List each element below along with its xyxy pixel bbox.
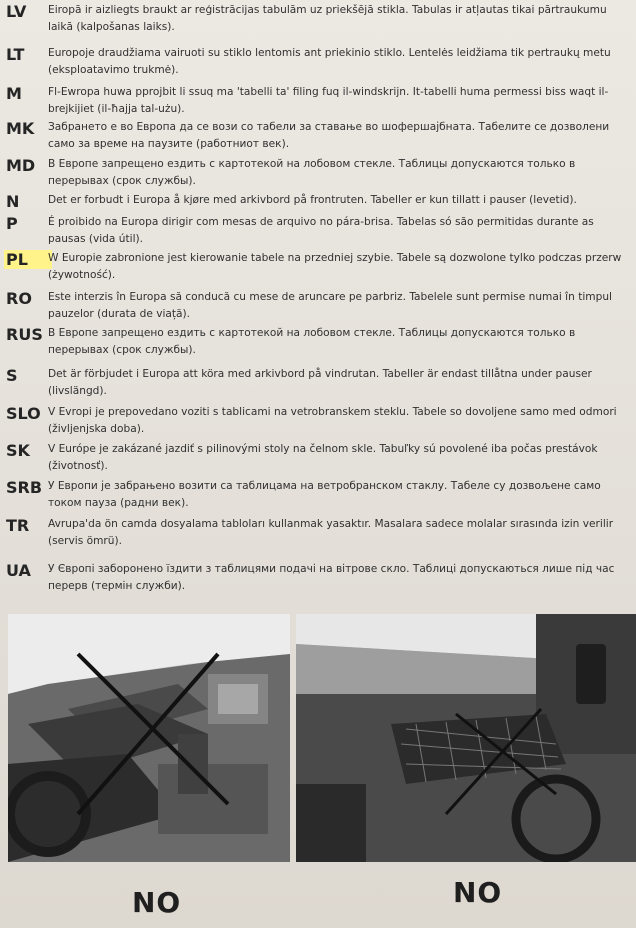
language-text: Europoje draudžiama vairuoti su stiklo lentomis ant priekinio stiklo. Lentelės leidžiama tik pertraukų metu (eksploatavimo trukmė).: [48, 47, 611, 76]
quilted-table-illustration: [296, 614, 636, 862]
language-text: É proibido na Europa dirigir com mesas de arquivo no pára-brisa. Tabelas só são permitidas durante as pausas (vida útil).: [48, 216, 594, 245]
language-code: P: [6, 214, 18, 233]
language-code: SK: [6, 441, 30, 460]
language-code: S: [6, 366, 18, 385]
language-code: LT: [6, 45, 25, 64]
language-text: Eiropā ir aizliegts braukt ar reģistrācijas tabulām uz priekšējā stikla. Tabulas ir atļautas tikai pārtraukumu laikā (kalpošanas laiks).: [48, 4, 607, 33]
language-text: Det är förbjudet i Europa att köra med arkivbord på vindrutan. Tabeller är endast tillåtna under pauser (livslängd).: [48, 368, 592, 397]
language-text: V Evropi je prepovedano voziti s tablicami na vetrobranskem steklu. Tabele so dovoljene samo med odmori (življenjska doba).: [48, 406, 617, 435]
language-text: Avrupa'da ön camda dosyalama tabloları kullanmak yasaktır. Masalara sadece molalar sırasında izin verilir (servis ömrü).: [48, 518, 614, 547]
language-code: MK: [6, 119, 35, 138]
cab-photo-right: [296, 614, 636, 862]
no-label-right: NO: [453, 876, 503, 909]
language-code: N: [6, 192, 20, 211]
language-code: SLO: [6, 404, 41, 423]
language-code: TR: [6, 516, 30, 535]
language-code: MD: [6, 156, 36, 175]
language-code-highlighted: PL: [4, 250, 52, 269]
language-text: Забрането е во Европа да се вози со табели за ставање во шофершајбната. Табелите се дозволени само за време на паузите (работниот век).: [48, 121, 610, 150]
language-text: Fl-Ewropa huwa pprojbit li ssuq ma 'tabelli ta' filing fuq il-windskrijn. It-tabelli huma permessi biss waqt il-brejkijiet (il-ħajja tal-użu).: [48, 86, 609, 115]
language-code: M: [6, 84, 22, 103]
language-code: RO: [6, 289, 32, 308]
cab-interior-illustration: [8, 614, 290, 862]
language-text: В Европе запрещено ездить с картотекой на лобовом стекле. Таблицы допускаются только в перерывах (срок службы).: [48, 327, 576, 356]
language-code: SRB: [6, 478, 43, 497]
language-text: V Európe je zakázané jazdiť s pilinovými stoly na čelnom skle. Tabuľky sú povolené iba počas prestávok (životnosť).: [48, 443, 598, 472]
language-text: Este interzis în Europa să conducă cu mese de aruncare pe parbriz. Tabelele sunt permise numai în timpul pauzelor (durata de viață).: [48, 291, 612, 320]
language-text: W Europie zabronione jest kierowanie tabele na przedniej szybie. Tabele są dozwolone tylko podczas przerw (żywotność).: [48, 252, 622, 281]
language-text: У Европи је забрањено возити са таблицама на ветробранском стаклу. Табеле су дозвољене само током пауза (радни век).: [48, 480, 601, 509]
language-text: Det er forbudt i Europa å kjøre med arkivbord på frontruten. Tabeller er kun tillatt i pauser (levetid).: [48, 194, 577, 206]
language-text: У Європі заборонено їздити з таблицями подачі на вітрове скло. Таблиці допускаються лише під час перерв (термін служби).: [48, 563, 615, 592]
cab-photo-left: [8, 614, 290, 862]
language-code: LV: [6, 2, 27, 21]
language-code: RUS: [6, 325, 43, 344]
language-code: UA: [6, 561, 31, 580]
language-text: В Европе запрещено ездить с картотекой на лобовом стекле. Таблицы допускаются только в перерывах (срок службы).: [48, 158, 576, 187]
no-label-left: NO: [132, 886, 182, 919]
